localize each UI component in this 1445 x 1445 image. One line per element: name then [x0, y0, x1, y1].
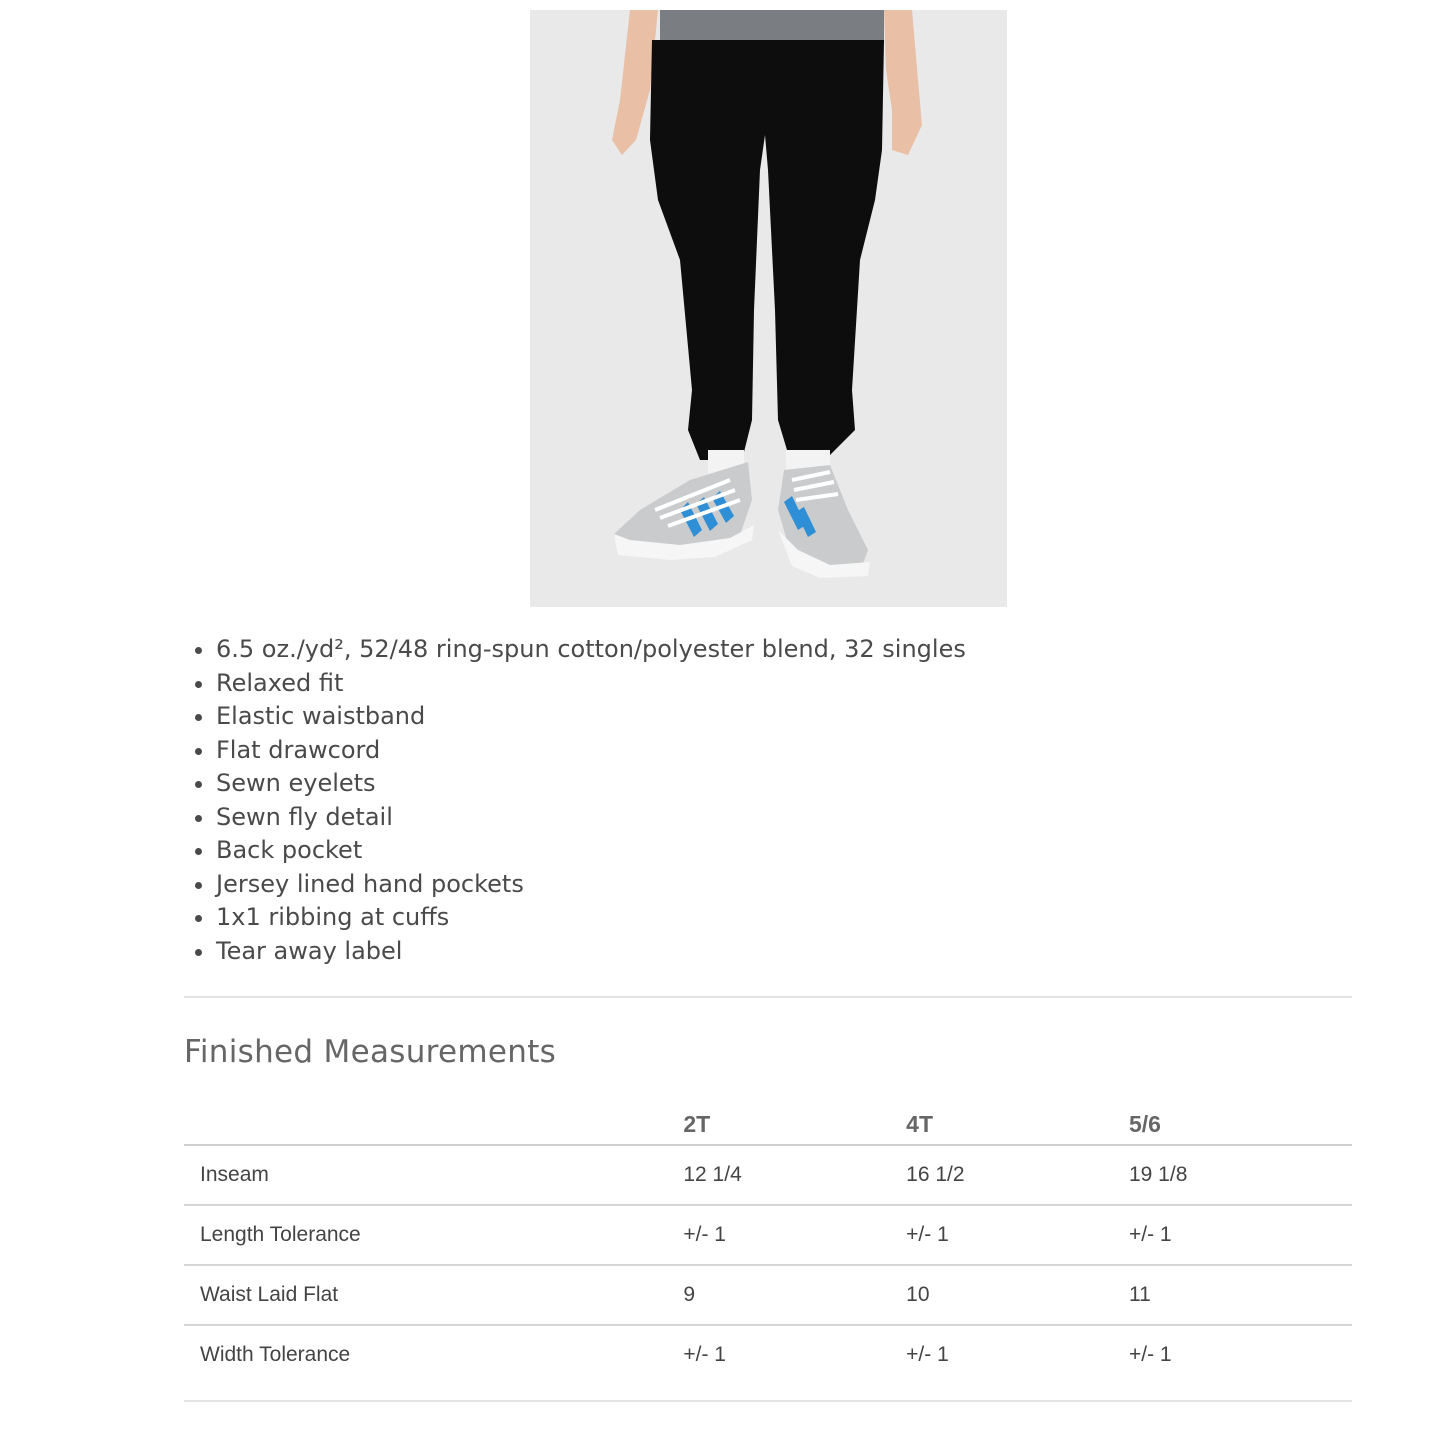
bottom-divider: [184, 1400, 1352, 1402]
table-header-row: [184, 1104, 1352, 1145]
feature-item: • Sewn eyelets: [216, 767, 966, 801]
feature-item: • Back pocket: [216, 834, 966, 868]
row-label: Inseam: [184, 1145, 683, 1205]
table-cell: 19 1/8: [1129, 1145, 1352, 1205]
table-row: [184, 1205, 1352, 1265]
table-cell: +/- 1: [683, 1343, 726, 1366]
feature-list: [186, 633, 966, 968]
row-label: Waist Laid Flat: [184, 1265, 683, 1325]
table-cell: 16 1/2: [906, 1145, 1129, 1205]
table-cell: 11: [1129, 1265, 1352, 1325]
column-header-size: 5/6: [1129, 1104, 1352, 1145]
table-cell: 12 1/4: [683, 1145, 906, 1205]
table-cell: +/- 1: [906, 1205, 1129, 1265]
column-header-size: 2T: [683, 1104, 906, 1145]
measurements-title: Finished Measurements: [184, 1034, 557, 1070]
table-cell: +/- 1: [683, 1205, 906, 1265]
feature-item: • Relaxed fit: [216, 667, 966, 701]
table-cell: +/- 1: [1128, 1343, 1172, 1366]
table-cell: 10: [906, 1265, 1129, 1325]
table-row: [184, 1145, 1352, 1205]
column-header-empty: [184, 1104, 683, 1145]
row-label: Width Tolerance: [200, 1343, 351, 1366]
product-image: [530, 10, 1007, 607]
table-row: [184, 1325, 1352, 1384]
feature-item: • 6.5 oz./yd², 52/48 ring-spun cotton/polyester blend, 32 singles: [216, 633, 966, 667]
table-cell: 9: [683, 1265, 906, 1325]
feature-item: • Sewn fly detail: [216, 801, 966, 835]
feature-item: • Tear away label: [216, 935, 966, 969]
feature-item: • Flat drawcord: [216, 734, 966, 768]
feature-item: • Jersey lined hand pockets: [216, 868, 966, 902]
feature-item: • 1x1 ribbing at cuffs: [216, 901, 966, 935]
section-divider: [184, 996, 1352, 998]
table-row: [184, 1265, 1352, 1325]
feature-item: • Elastic waistband: [216, 700, 966, 734]
measurements-table: [184, 1104, 1352, 1384]
column-header-size: 4T: [906, 1104, 1129, 1145]
table-cell: +/- 1: [906, 1343, 949, 1366]
row-label: Length Tolerance: [184, 1205, 683, 1265]
table-cell: +/- 1: [1129, 1205, 1352, 1265]
